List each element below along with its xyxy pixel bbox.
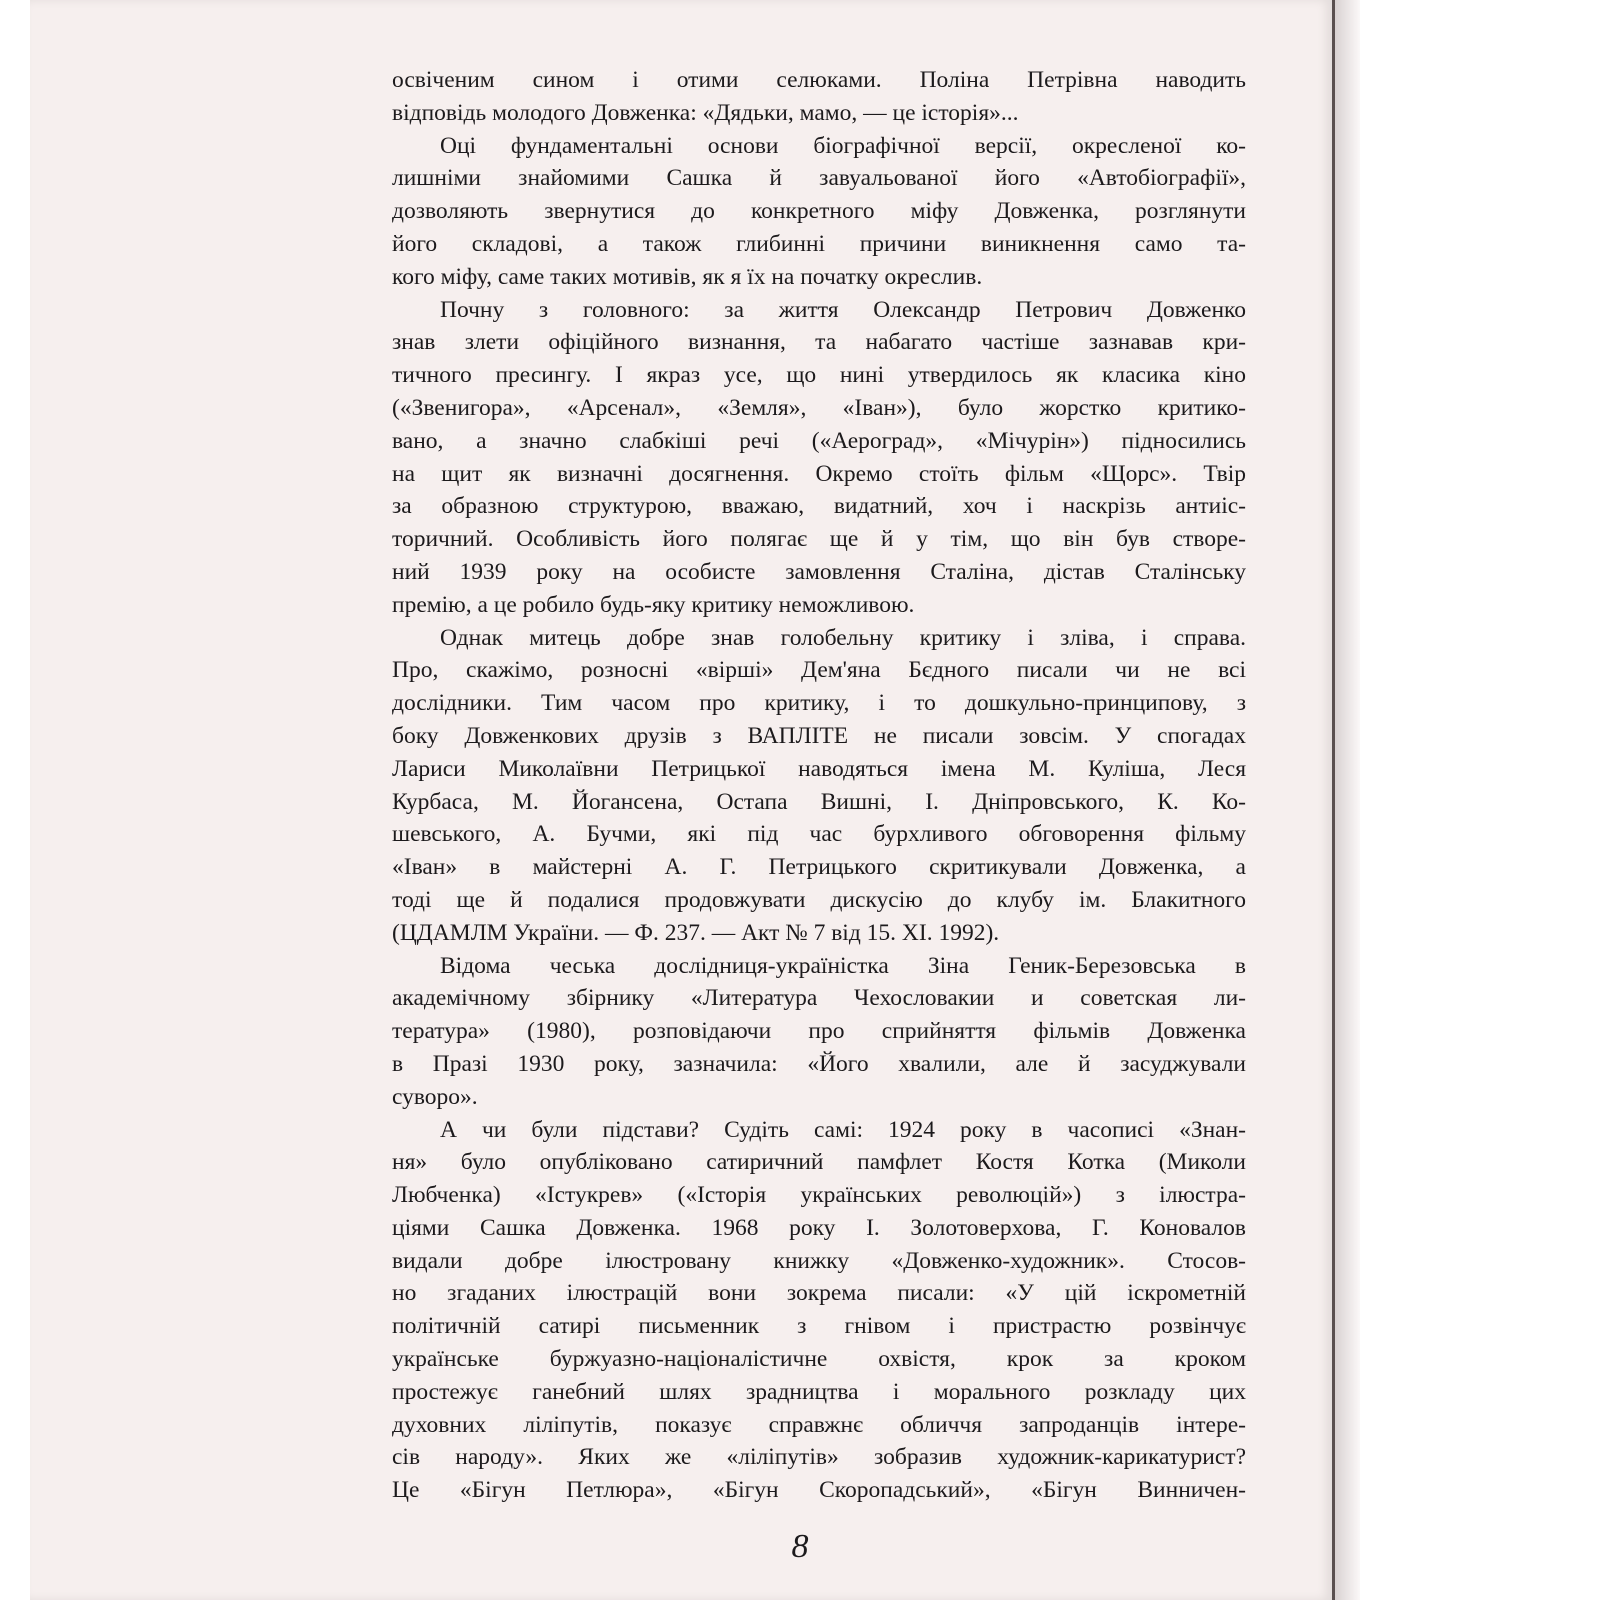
text-line: А чи були підстави? Судіть самі: 1924 року в часописі «Знан-	[440, 1116, 1246, 1143]
text-line: Лариси Миколаївни Петрицької наводяться імена М. Куліша, Леся	[392, 755, 1246, 782]
text-line: ний 1939 року на особисте замовлення Сталіна, дістав Сталінську	[392, 558, 1246, 585]
text-line: за образною структурою, вважаю, видатний, хоч і наскрізь антиіс-	[392, 493, 1246, 520]
text-line: премію, а це робило будь-яку критику неможливою.	[392, 591, 915, 618]
text-line: Любченка) «Істукрев» («Історія українських революцій») з ілюстра-	[392, 1182, 1246, 1209]
text-line: сів народу». Яких же «ліліпутів» зобразив художник-карикатурист?	[392, 1444, 1246, 1471]
body-text	[392, 64, 1246, 1507]
text-line: Почну з головного: за життя Олександр Петрович Довженко	[440, 296, 1246, 323]
text-line: лишніми знайомими Сашка й завуальованої його «Автобіографії»,	[392, 165, 1246, 192]
text-line: тоді ще й подалися продовжувати дискусію до клубу ім. Блакитного	[392, 886, 1246, 913]
text-line: ціями Сашка Довженка. 1968 року І. Золотоверхова, Г. Коновалов	[392, 1214, 1246, 1241]
text-line: Це «Бігун Петлюра», «Бігун Скоропадський», «Бігун Винничен-	[392, 1477, 1246, 1504]
text-line: в Празі 1930 року, зазначила: «Його хвалили, але й засуджували	[392, 1050, 1246, 1077]
text-line: тература» (1980), розповідаючи про сприйняття фільмів Довженка	[392, 1018, 1246, 1045]
text-line: дозволяють звернутися до конкретного міфу Довженка, розглянути	[392, 198, 1246, 225]
text-line: Курбаса, М. Йогансена, Остапа Вишні, І. Дніпровського, К. Ко-	[392, 788, 1246, 815]
text-line: Відома чеська дослідниця-україністка Зіна Геник-Березовська в	[440, 952, 1246, 979]
page-number: 8	[791, 1528, 809, 1565]
text-line: но згаданих ілюстрацій вони зокрема писали: «У цій іскрометній	[392, 1280, 1246, 1307]
text-line: вано, а значно слабкіші речі («Аероград», «Мічурін») підносились	[392, 427, 1246, 454]
text-line: кого міфу, саме таких мотивів, як я їх на початку окреслив.	[392, 263, 983, 290]
text-line: простежує ганебний шлях зрадництва і морального розкладу цих	[392, 1378, 1246, 1405]
text-line: духовних ліліпутів, показує справжнє обличчя запроданців інтере-	[392, 1411, 1246, 1438]
text-line: політичній сатирі письменник з гнівом і пристрастю розвінчує	[392, 1313, 1246, 1340]
text-line: відповідь молодого Довженка: «Дядьки, мамо, — це історія»...	[392, 99, 1019, 126]
text-line: суворо».	[392, 1083, 478, 1110]
text-line: Оці фундаментальні основи біографічної версії, окресленої ко-	[440, 132, 1246, 159]
text-line: шевського, А. Бучми, які під час бурхливого обговорення фільму	[392, 821, 1246, 848]
text-line: українське буржуазно-націоналістичне охвістя, крок за кроком	[392, 1346, 1246, 1373]
text-line: його складові, а також глибинні причини виникнення само та-	[392, 230, 1246, 257]
text-line: академічному збірнику «Литература Чехословакии и советская ли-	[392, 985, 1246, 1012]
text-line: видали добре ілюстровану книжку «Довженко-художник». Стосов-	[392, 1247, 1246, 1274]
text-line: дослідники. Тим часом про критику, і то дошкульно-принципову, з	[392, 690, 1246, 717]
text-line: ня» було опубліковано сатиричний памфлет Костя Котка (Миколи	[392, 1149, 1246, 1176]
text-line: торичний. Особливість його полягає ще й у тім, що він був створе-	[392, 526, 1246, 553]
text-line: (ЦДАМЛМ України. — Ф. 237. — Акт № 7 від 15. XI. 1992).	[392, 919, 1000, 946]
text-line: знав злети офіційного визнання, та набагато частіше зазнавав кри-	[392, 329, 1246, 356]
text-line: Про, скажімо, розносні «вірші» Дем'яна Бєдного писали чи не всі	[392, 657, 1246, 684]
text-line: освіченим сином і отими селюками. Поліна Петрівна наводить	[392, 67, 1246, 93]
text-line: «Іван» в майстерні А. Г. Петрицького скритикували Довженка, а	[392, 854, 1246, 881]
text-line: тичного пресингу. І якраз усе, що нині утвердилось як класика кіно	[392, 362, 1246, 389]
text-line: боку Довженкових друзів з ВАПЛІТЕ не писали зовсім. У спогадах	[392, 722, 1246, 749]
text-line: на щит як визначні досягнення. Окремо стоїть фільм «Щорс». Твір	[392, 460, 1246, 487]
text-line: Однак митець добре знав голобельну критику і зліва, і справа.	[440, 624, 1246, 651]
text-line: («Звенигора», «Арсенал», «Земля», «Іван»), було жорстко критико-	[392, 394, 1246, 421]
